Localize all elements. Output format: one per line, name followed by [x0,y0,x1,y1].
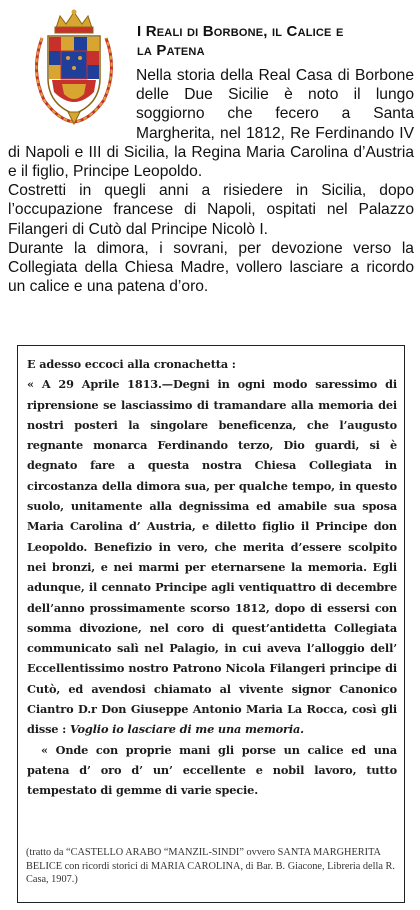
chronicle-body-text: « A 29 Aprile 1813.—Degni in ogni modo saressimo di riprensione se lasciassimo di tramandare alla memoria dei nostri posteri la singolare beneficenza, che l’augusto regnante monarca Ferdinando terzo, Dio guardi, si è degnato fare a questa nostra Chiesa Collegiata in circostanza della dimora sua, per qualche tempo, in questo suolo, unitamente alla degnissima ed amabile sua sposa Maria Carolina d’ Austria, e diletto figlio il Principe don Leopoldo. Benefizio in vero, che merita d’essere scolpito nei bronzi, e nei marmi per eternarsene la memoria. Egli adunque, il cennato Principe agli ventiquattro di decembre dell’anno prossimamente scorso 1812, dopo di essersi con somma divozione, nel coro di quest’antidetta Collegiata communicato salì nel Palagio, in cui aveva l’alloggio dell’ Eccellentissimo nostro Patrono Nicola Filangeri principe di Cutò, ed avendosi chiamato al vivente signor Canonico Ciantro D.r Don Giuseppe Antonio Maria La Rocca, così gli disse : [27,377,397,737]
intro-paragraph-2: Costretti in quegli anni a risiedere in Sicilia, dopo l’occupazione francese di Napoli, ospitati nel Palazzo Filangeri di Cutò dal Principe Nicolò I. [8,182,414,238]
title-line-1: I Reali di Borbone, il Calice e [137,23,344,40]
title-line-2: la Patena [137,42,205,59]
page-title [137,22,413,60]
chronicle-opening: E adesso eccoci alla cronachetta : [27,357,236,371]
chronicle-body [27,374,397,739]
source-citation: (tratto da “CASTELLO ARABO “MANZIL-SINDI” ovvero SANTA MARGHERITA BELICE con ricordi storici di MARIA CAROLINA, di Bar. B. Giacone, Libreria della R. Casa, 1907.) [26,847,395,885]
intro-text [8,66,414,296]
historical-excerpt [17,345,405,903]
chronicle-closing: « Onde con proprie mani gli porse un calice ed una patena d’ oro d’ un’ eccellente e nobil lavoro, tutto tempestato di gemme di varie specie. [27,742,397,798]
intro-paragraph-1: Nella storia della Real Casa di Borbone delle Due Sicilie è noto il lungo soggiorno che fecero a Santa Margherita, nel 1812, Re Ferdinando IV di Napoli e III di Sicilia, la Regina Maria Carolina d’Austria e il figlio, Principe Leopoldo. [8,67,414,181]
intro-paragraph-3: Durante la dimora, i sovrani, per devozione verso la Collegiata della Chiesa Madre, vollero lasciare a ricordo un calice e una patena d’oro. [8,239,414,296]
chronicle-quote: Voglio io lasciare di me una memoria. [69,722,304,737]
chronicle-text [27,354,397,801]
